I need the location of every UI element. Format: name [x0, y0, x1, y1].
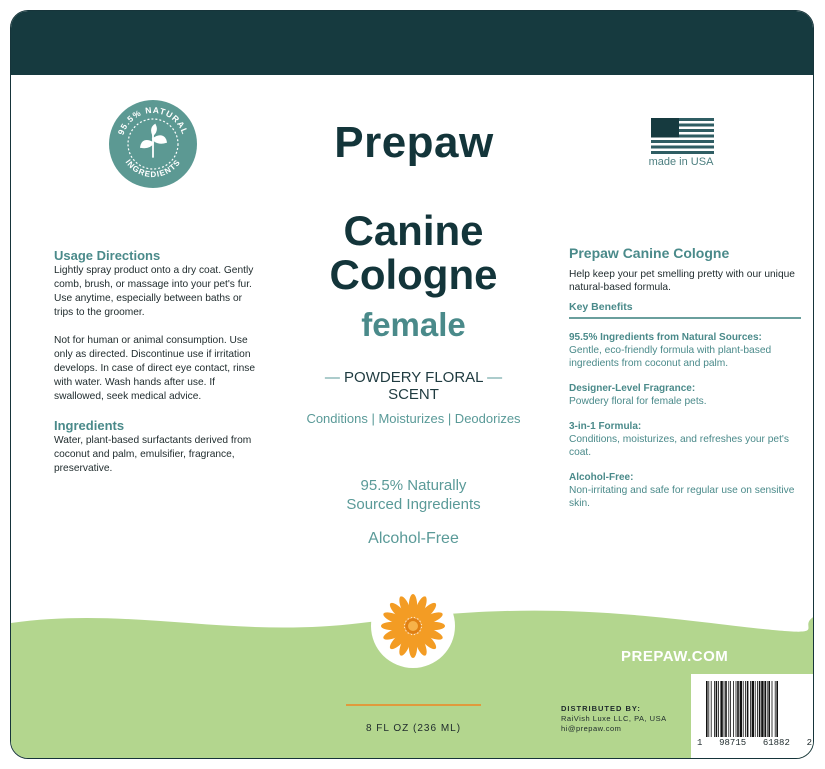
usage-warning: Not for human or animal consumption. Use only as directed. Discontinue use if irritation develops. In case of direct eye contact, rinse with water. Wash hands after use. If swallowed, seek medical advice. [54, 335, 256, 402]
title-line-2: Cologne [329, 251, 498, 298]
origin-caption: made in USA [648, 156, 714, 168]
right-column [569, 247, 801, 510]
ingredients-heading: Ingredients [54, 418, 125, 433]
product-variant: female [361, 306, 466, 343]
scent-description: — POWDERY FLORAL — SCENT [301, 369, 526, 403]
alcohol-free-claim: Alcohol-Free [368, 530, 459, 547]
scent-line-1: POWDERY FLORAL [344, 369, 483, 386]
product-label [10, 10, 814, 759]
usage-body: Lightly spray product onto a dry coat. Gently comb, brush, or massage into your pet's fur. Use anytime, especially between baths or trips to the groomer. [54, 265, 254, 318]
scent-line-2: SCENT [388, 386, 439, 403]
website-link: PREPAW.COM [621, 648, 729, 665]
net-contents-divider [346, 704, 481, 706]
brand-logo: Prepaw [334, 118, 494, 167]
benefit-title: 3-in-1 Formula: [569, 421, 642, 432]
right-heading: Prepaw Canine Cologne [569, 245, 730, 261]
left-column [54, 248, 259, 476]
benefit-desc: Conditions, moisturizes, and refreshes your pet's coat. [569, 434, 789, 458]
benefit-title: 95.5% Ingredients from Natural Sources: [569, 332, 762, 343]
us-flag-icon [651, 118, 714, 154]
svg-text:INGREDIENTS: INGREDIENTS [123, 157, 183, 180]
key-benefits-heading: Key Benefits [569, 301, 801, 319]
barcode-icon [704, 681, 804, 737]
benefits-summary: Conditions | Moisturizes | Deodorizes [306, 411, 521, 426]
usage-heading: Usage Directions [54, 248, 161, 263]
net-contents: 8 FL OZ (236 ML) [365, 723, 462, 734]
distributor-email: hi@prepaw.com [561, 724, 622, 733]
sourced-claim: 95.5% Naturally Sourced Ingredients [346, 477, 481, 513]
distributor-heading: DISTRIBUTED BY: [561, 704, 641, 713]
ingredients-body: Water, plant-based surfactants derived from coconut and palm, emulsifier, fragrance, preservative. [54, 435, 252, 474]
natural-ingredients-seal [108, 99, 198, 189]
barcode-number: 1 98715 61882 2 [697, 738, 812, 748]
benefit-desc: Powdery floral for female pets. [569, 396, 707, 407]
svg-text:95.5% NATURAL: 95.5% NATURAL [115, 104, 191, 137]
benefit-title: Alcohol-Free: [569, 472, 634, 483]
benefit-desc: Non-irritating and safe for regular use on sensitive skin. [569, 485, 795, 509]
flower-icon [379, 592, 447, 660]
benefit-desc: Gentle, eco-friendly formula with plant-based ingredients from coconut and palm. [569, 345, 772, 369]
distributor-name: RaiVish Luxe LLC, PA, USA [561, 714, 667, 723]
benefit-title: Designer-Level Fragrance: [569, 383, 696, 394]
right-intro: Help keep your pet smelling pretty with our unique natural-based formula. [569, 269, 795, 293]
title-line-1: Canine [343, 207, 484, 254]
product-title [271, 209, 556, 297]
distributor-info [561, 704, 691, 734]
